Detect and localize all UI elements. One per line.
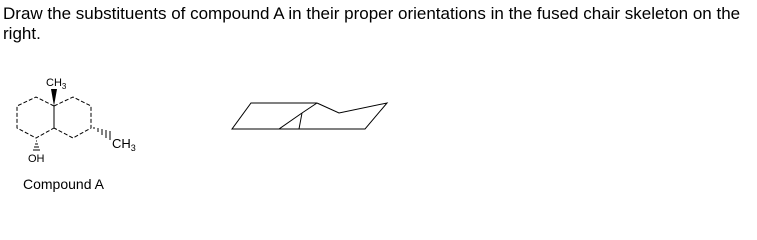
left-ring [17,97,54,138]
chair-left-ring [232,103,317,129]
question-text: Draw the substituents of compound A in their proper orientations in the fused chair skeleton on the right. [3,4,741,43]
top-methyl-label: $CH_3$ [46,77,67,91]
wedge-bond-top [51,89,57,106]
hash-bond-right [94,127,110,140]
right-methyl-label: $CH_3$ [112,136,136,153]
chair-fusion-bond [302,103,317,113]
hash-bond-bottom [33,141,40,150]
compound-caption: Compound A [23,176,104,192]
fused-chair-skeleton [232,103,387,129]
chair-right-ring [279,103,387,129]
chair-fusion-link [299,113,302,129]
hydroxyl-label: OH [28,153,45,165]
right-ring [54,97,91,138]
